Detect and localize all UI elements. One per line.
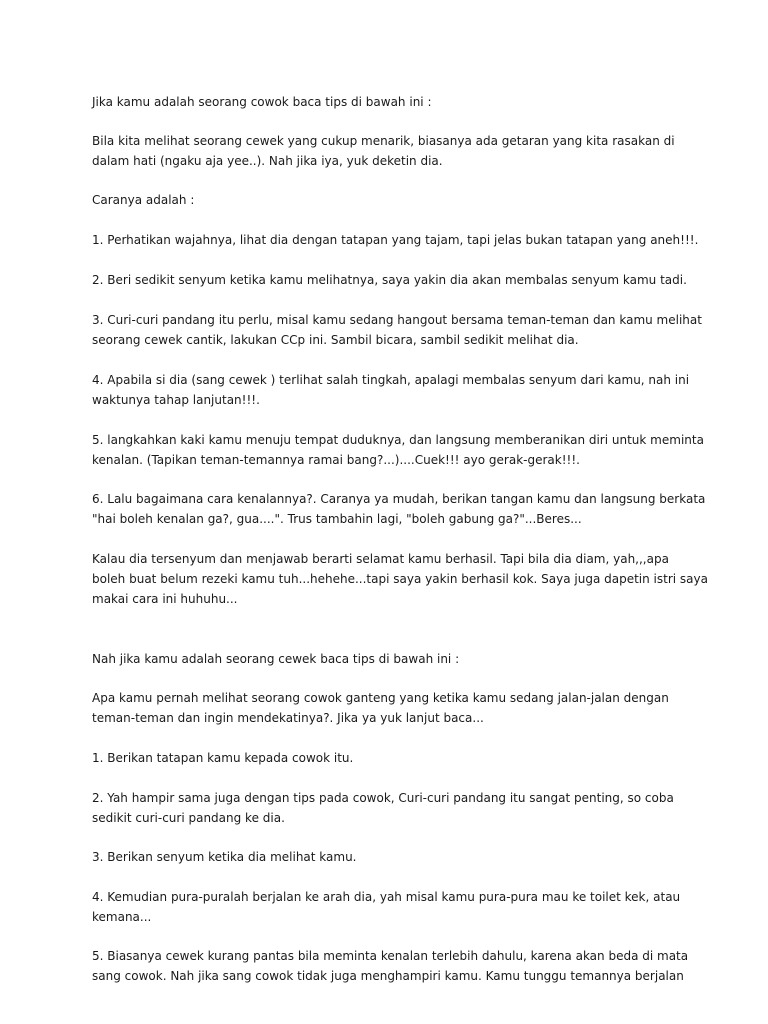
text-line: sedikit curi-curi pandang ke dia. bbox=[92, 811, 285, 825]
text-line: 1. Berikan tatapan kamu kepada cowok itu. bbox=[92, 751, 354, 765]
paragraph-tip-2 bbox=[92, 270, 692, 290]
paragraph-cewek-tip-4 bbox=[92, 887, 692, 927]
text-line: Nah jika kamu adalah seorang cewek baca tips di bawah ini : bbox=[92, 652, 460, 666]
paragraph-cewek-heading bbox=[92, 649, 692, 669]
paragraph-cewek-tip-5 bbox=[92, 946, 692, 986]
text-line: 5. Biasanya cewek kurang pantas bila meminta kenalan terlebih dahulu, karena akan beda di mata bbox=[92, 949, 689, 963]
text-line: Caranya adalah : bbox=[92, 193, 195, 207]
text-line: "hai boleh kenalan ga?, gua....". Trus tambahin lagi, "boleh gabung ga?"...Beres... bbox=[92, 512, 582, 526]
paragraph-cewek-tip-1 bbox=[92, 748, 692, 768]
paragraph-cewek-tip-3 bbox=[92, 847, 692, 867]
text-line: kenalan. (Tapikan teman-temannya ramai bang?...)....Cuek!!! ayo gerak-gerak!!!. bbox=[92, 453, 580, 467]
text-line: 6. Lalu bagaimana cara kenalannya?. Caranya ya mudah, berikan tangan kamu dan langsung berkata bbox=[92, 492, 706, 506]
text-line: Jika kamu adalah seorang cowok baca tips di bawah ini : bbox=[92, 95, 432, 109]
text-line: makai cara ini huhuhu... bbox=[92, 592, 238, 606]
text-line: Kalau dia tersenyum dan menjawab berarti selamat kamu berhasil. Tapi bila dia diam, yah,,,apa bbox=[92, 552, 669, 566]
text-line: 4. Kemudian pura-puralah berjalan ke arah dia, yah misal kamu pura-pura mau ke toilet kek, atau bbox=[92, 890, 681, 904]
paragraph-closing-cowok bbox=[92, 549, 708, 609]
text-line: waktunya tahap lanjutan!!!. bbox=[92, 393, 260, 407]
paragraph-intro-cewek bbox=[92, 688, 692, 728]
text-line: Bila kita melihat seorang cewek yang cukup menarik, biasanya ada getaran yang kita rasakan di bbox=[92, 134, 675, 148]
text-line: 2. Yah hampir sama juga dengan tips pada cowok, Curi-curi pandang itu sangat penting, so coba bbox=[92, 791, 674, 805]
paragraph-tip-5 bbox=[92, 430, 704, 470]
text-line: boleh buat belum rezeki kamu tuh...hehehe...tapi saya yakin berhasil kok. Saya juga dapetin istri saya bbox=[92, 572, 708, 586]
paragraph-caranya bbox=[92, 190, 692, 210]
paragraph-tip-1 bbox=[92, 230, 699, 250]
paragraph-tip-3 bbox=[92, 310, 702, 350]
text-line: Apa kamu pernah melihat seorang cowok ganteng yang ketika kamu sedang jalan-jalan dengan bbox=[92, 691, 669, 705]
text-line: 4. Apabila si dia (sang cewek ) terlihat salah tingkah, apalagi membalas senyum dari kamu, nah ini bbox=[92, 373, 690, 387]
text-line: 2. Beri sedikit senyum ketika kamu melihatnya, saya yakin dia akan membalas senyum kamu tadi. bbox=[92, 273, 687, 287]
paragraph-tip-6 bbox=[92, 489, 706, 529]
text-line: 3. Berikan senyum ketika dia melihat kamu. bbox=[92, 850, 357, 864]
text-line: dalam hati (ngaku aja yee..). Nah jika iya, yuk deketin dia. bbox=[92, 154, 443, 168]
text-line: teman-teman dan ingin mendekatinya?. Jika ya yuk lanjut baca... bbox=[92, 711, 484, 725]
paragraph-cewek-tip-2 bbox=[92, 788, 692, 828]
paragraph-tip-4 bbox=[92, 370, 692, 410]
text-line: kemana... bbox=[92, 910, 152, 924]
paragraph-cowok-heading bbox=[92, 92, 692, 112]
text-line: 1. Perhatikan wajahnya, lihat dia dengan tatapan yang tajam, tapi jelas bukan tatapan yang aneh!!!. bbox=[92, 233, 699, 247]
text-line: seorang cewek cantik, lakukan CCp ini. Sambil bicara, sambil sedikit melihat dia. bbox=[92, 333, 579, 347]
text-line: 3. Curi-curi pandang itu perlu, misal kamu sedang hangout bersama teman-teman dan kamu melihat bbox=[92, 313, 702, 327]
text-line: sang cowok. Nah jika sang cowok tidak juga menghampiri kamu. Kamu tunggu temannya berjalan bbox=[92, 969, 684, 983]
text-line: 5. langkahkan kaki kamu menuju tempat duduknya, dan langsung memberanikan diri untuk meminta bbox=[92, 433, 704, 447]
paragraph-intro-cowok bbox=[92, 131, 692, 171]
